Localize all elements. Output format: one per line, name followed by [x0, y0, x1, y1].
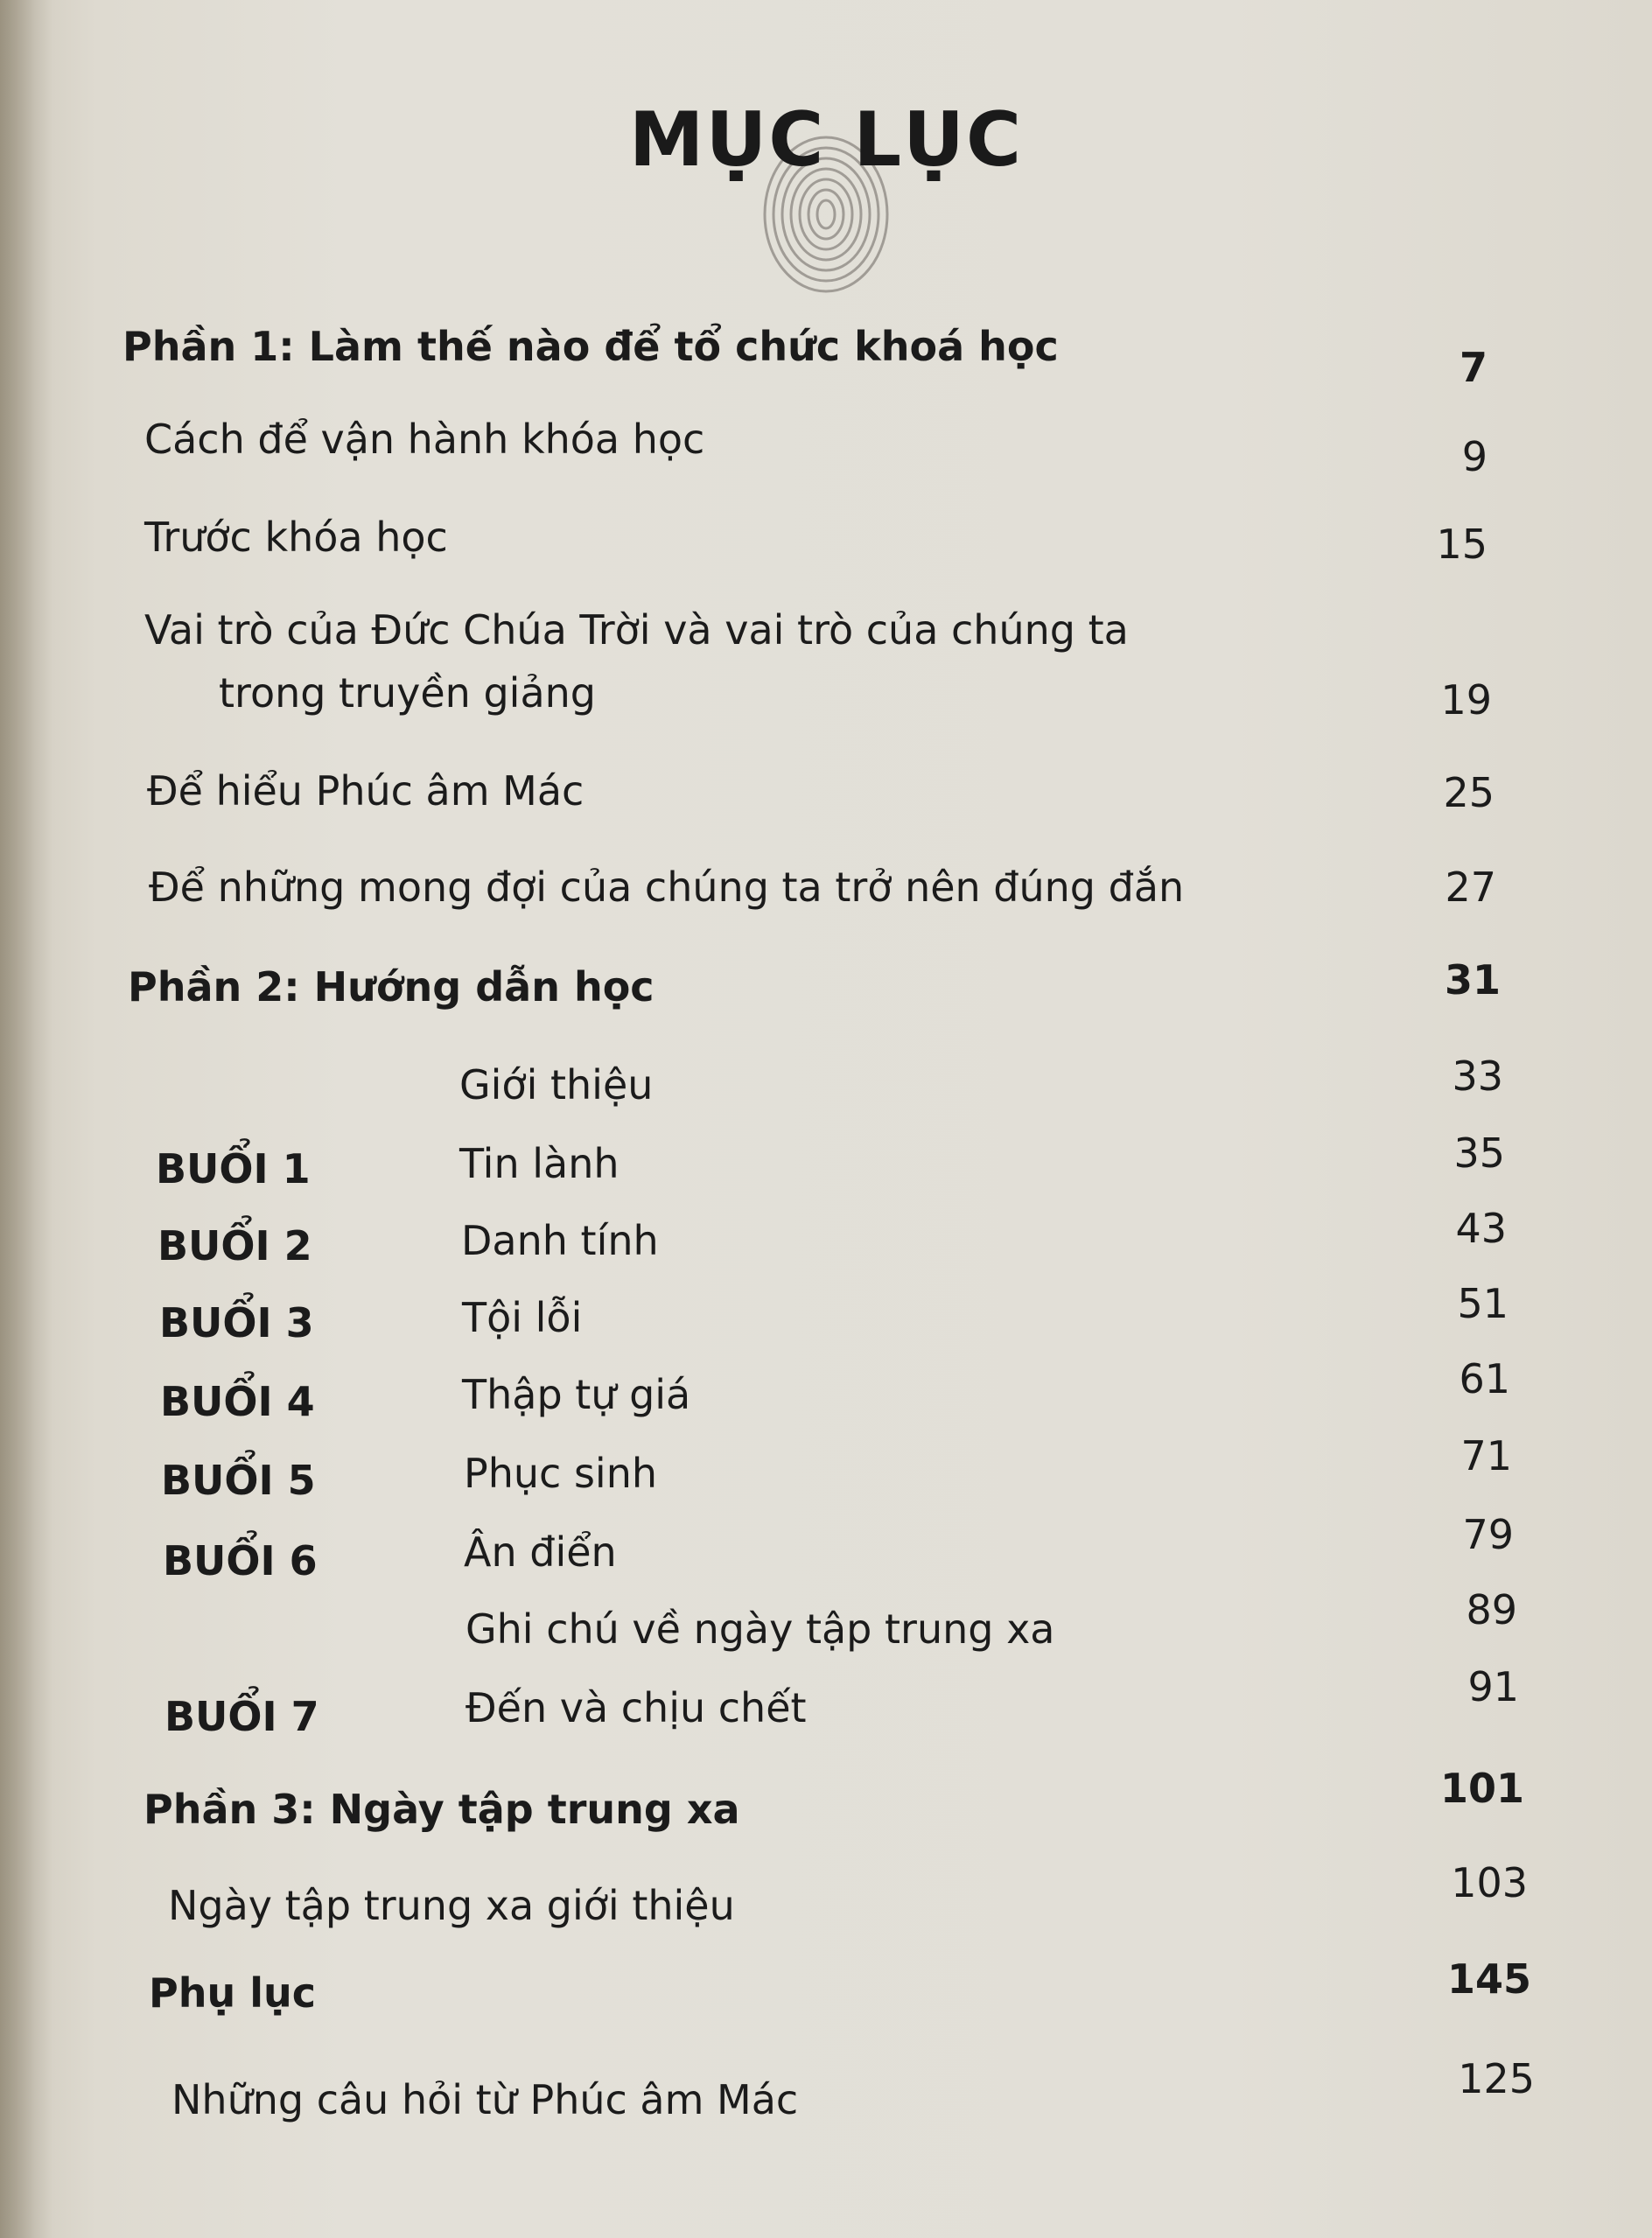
- toc-entry[interactable]: [0, 513, 1652, 583]
- session-number: BUỔI 3: [159, 1299, 314, 1346]
- toc-entry[interactable]: [0, 863, 1652, 933]
- toc-session[interactable]: [0, 1205, 1652, 1286]
- toc-entry[interactable]: [0, 415, 1652, 485]
- toc-entry[interactable]: [0, 1859, 1652, 1951]
- session-page: 71: [1460, 1432, 1512, 1479]
- toc-entry[interactable]: [0, 605, 1652, 728]
- entry-page: 125: [1458, 2055, 1535, 2102]
- toc-entry[interactable]: [0, 766, 1652, 836]
- entry-label: Ngày tập trung xa giới thiệu: [168, 1882, 735, 1929]
- entry-label: Vai trò của Đức Chúa Trời và vai trò của chúng ta: [144, 606, 1129, 654]
- entry-label-continued: trong truyền giảng: [219, 669, 596, 717]
- toc-session[interactable]: [0, 1280, 1652, 1363]
- title-text: MỤC LỤC: [628, 96, 1024, 184]
- session-title: Tội lỗi: [462, 1294, 583, 1341]
- entry-label: Những câu hỏi từ Phúc âm Mác: [172, 2076, 799, 2123]
- entry-page: 103: [1451, 1859, 1528, 1906]
- session-title: Ghi chú về ngày tập trung xa: [466, 1605, 1055, 1653]
- entry-label: Để những mong đợi của chúng ta trở nên đúng đắn: [149, 864, 1185, 911]
- entry-page: 27: [1445, 864, 1496, 911]
- session-number: BUỔI 1: [156, 1145, 311, 1192]
- toc-part-2[interactable]: [0, 956, 1652, 1032]
- part-3-heading: Phần 3: Ngày tập trung xa: [144, 1786, 740, 1833]
- entry-label: Trước khóa học: [144, 514, 448, 561]
- session-number: BUỔI 6: [163, 1537, 318, 1584]
- session-title: Phục sinh: [464, 1450, 658, 1497]
- session-title: Giới thiệu: [459, 1061, 654, 1109]
- entry-page: 25: [1443, 769, 1494, 816]
- title-block: [0, 96, 1652, 184]
- entry-page: 15: [1436, 521, 1488, 568]
- session-page: 51: [1457, 1280, 1508, 1327]
- toc-session[interactable]: [0, 1432, 1652, 1519]
- session-number: BUỔI 5: [161, 1457, 316, 1504]
- session-page: 91: [1467, 1663, 1519, 1710]
- session-title: Danh tính: [461, 1217, 659, 1264]
- session-title: Tin lành: [459, 1140, 620, 1187]
- session-page: 61: [1459, 1355, 1510, 1402]
- toc-entry[interactable]: [0, 2055, 1652, 2145]
- session-page: 79: [1462, 1511, 1514, 1558]
- session-page: 33: [1452, 1053, 1503, 1100]
- toc-session[interactable]: [0, 1663, 1652, 1753]
- session-number: BUỔI 2: [158, 1222, 312, 1269]
- toc-part-1[interactable]: [0, 322, 1652, 392]
- session-title: Ân điển: [464, 1528, 617, 1576]
- session-title: Đến và chịu chết: [466, 1684, 807, 1731]
- toc-appendix[interactable]: [0, 1955, 1652, 2039]
- session-number: BUỔI 7: [164, 1693, 319, 1740]
- toc-part-3[interactable]: [0, 1765, 1652, 1855]
- part-2-page: 31: [1444, 956, 1501, 1004]
- toc-session[interactable]: [0, 1053, 1652, 1130]
- toc-session[interactable]: [0, 1129, 1652, 1209]
- session-title: Thập tự giá: [462, 1371, 691, 1418]
- entry-page: 9: [1461, 433, 1488, 480]
- session-page: 89: [1466, 1586, 1517, 1633]
- part-1-page: 7: [1459, 344, 1488, 391]
- session-number: BUỔI 4: [160, 1378, 315, 1425]
- part-3-page: 101: [1439, 1765, 1524, 1812]
- toc-session[interactable]: [0, 1355, 1652, 1440]
- appendix-heading: Phụ lục: [149, 1969, 317, 2017]
- appendix-page: 145: [1446, 1955, 1531, 2003]
- part-2-heading: Phần 2: Hướng dẫn học: [128, 963, 654, 1011]
- session-page: 43: [1455, 1205, 1507, 1252]
- entry-page: 19: [1440, 676, 1492, 724]
- page-title: [629, 96, 1023, 184]
- session-page: 35: [1453, 1129, 1505, 1177]
- part-1-heading: Phần 1: Làm thế nào để tổ chức khoá học: [122, 323, 1059, 370]
- entry-label: Để hiểu Phúc âm Mác: [147, 767, 584, 815]
- entry-label: Cách để vận hành khóa học: [144, 416, 705, 463]
